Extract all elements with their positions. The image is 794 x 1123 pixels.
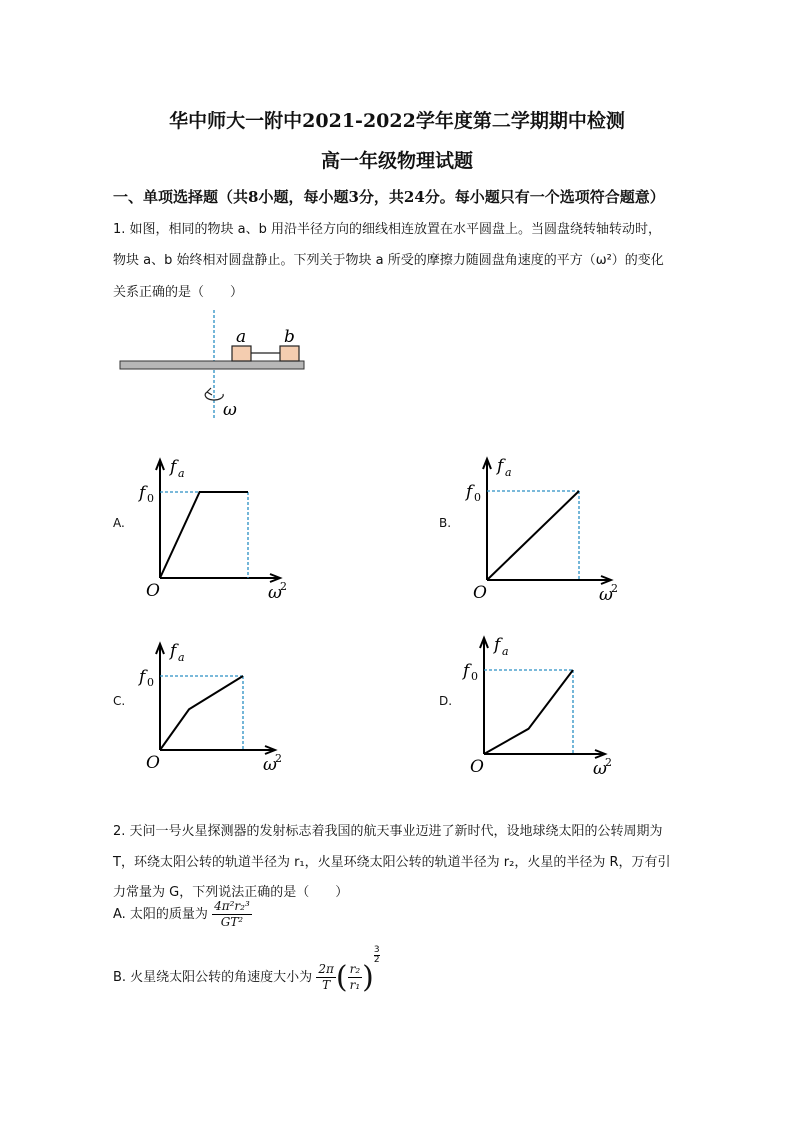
q2-option-b-text: B. 火星绕太阳公转的角速度大小为 [113,970,313,985]
fa-subscript: a [505,466,512,479]
q1-text-line1: 1. 如图，相同的物块 a、b 用沿半径方向的细线相连放置在水平圆盘上。当圆盘绕转轴转动时， [113,222,662,237]
graph-b [462,444,622,604]
f0-label: f [139,483,146,503]
omega-squared-label: ω [268,583,282,603]
q2-option-a-fraction [212,899,252,930]
q2-option-b-coef [316,962,336,993]
omega-label: ω [223,400,237,420]
omega-squared-label: ω [599,585,613,605]
q2-option-a-text: A. 太阳的质量为 [113,907,208,922]
q2-option-a-numerator: 4π²r₂³ [214,899,250,913]
f0-subscript: 0 [474,491,481,504]
omega-exponent: 2 [280,580,287,593]
turntable-figure [115,308,315,418]
graph-c [135,627,295,787]
graph-d [462,623,622,783]
q2-option-b: B. 火星绕太阳公转的角速度大小为 $\frac{2\pi}{T}$ ( $\frac{\text{r₂}}{\text{r₁}}$ ) $\frac{3}{2}$ [113,945,380,995]
section-heading: 一、单项选择题（共8小题，每小题3分，共24分。每小题只有一个选项符合题意） [113,188,665,206]
f0-subscript: 0 [147,676,154,689]
q2-text-line1: 2. 天问一号火星探测器的发射标志着我国的航天事业迈进了新时代，设地球绕太阳的公转周期为 [113,824,663,839]
turntable-disk [120,361,304,369]
omega-exponent: 2 [275,752,282,765]
block-a [232,346,251,361]
f0-label: f [139,667,146,687]
q2-text-line2: T，环绕太阳公转的轨道半径为 r₁，火星环绕太阳公转的轨道半径为 r₂，火星的半径为 R，万有引 [113,855,671,870]
origin-label: O [470,757,484,777]
fa-subscript: a [178,651,185,664]
q2-option-b-exp-num: 3 [373,945,380,955]
q1-text-line2: 物块 a、b 始终相对圆盘静止。下列关于物块 a 所受的摩擦力随圆盘角速度的平方（ω²）的变化 [113,253,664,268]
block-b [280,346,299,361]
f0-label: f [463,661,470,681]
friction-curve [487,491,579,580]
q2-option-a-denominator: GT² [220,915,244,929]
q2-text-line3: 力常量为 G，下列说法正确的是（ ） [113,885,349,900]
fa-subscript: a [178,467,185,480]
omega-squared-label: ω [263,755,277,775]
q2-option-b-ratio-num: r₂ [349,962,361,976]
omega-exponent: 2 [611,582,618,595]
q2-option-b-exponent [374,946,380,965]
option-a-label: A. [113,516,125,530]
f0-subscript: 0 [471,670,478,683]
page-title: 华中师大一附中2021-2022学年度第二学期期中检测 [169,110,625,132]
f0-label: f [466,482,473,502]
fa-label: f [170,641,177,661]
q2-option-b-coef-den: T [322,978,331,992]
q2-option-b-coef-num: 2π [318,962,334,976]
q2-option-b-ratio-den: r₁ [349,978,361,992]
friction-curve [160,676,243,750]
fa-label: f [497,456,504,476]
omega-squared-label: ω [593,759,607,779]
page-subtitle: 高一年级物理试题 [320,150,473,172]
q2-option-a [113,899,252,930]
q2-option-b-ratio [348,962,363,993]
q2-option-b-exp-den: 2 [373,955,380,965]
friction-curve [160,492,248,578]
origin-label: O [146,753,160,773]
fa-label: f [494,635,501,655]
block-b-label: b [284,327,295,347]
option-d-label: D. [439,694,453,708]
graph-a [135,450,295,610]
option-c-label: C. [113,694,126,708]
friction-curve [484,670,573,754]
fa-subscript: a [502,645,509,658]
option-b-label: B. [439,516,452,530]
omega-exponent: 2 [605,756,612,769]
fa-label: f [170,457,177,477]
origin-label: O [473,583,487,603]
q1-text-line3: 关系正确的是（ ） [113,285,244,300]
f0-subscript: 0 [147,492,154,505]
block-a-label: a [236,327,247,347]
origin-label: O [146,581,160,601]
